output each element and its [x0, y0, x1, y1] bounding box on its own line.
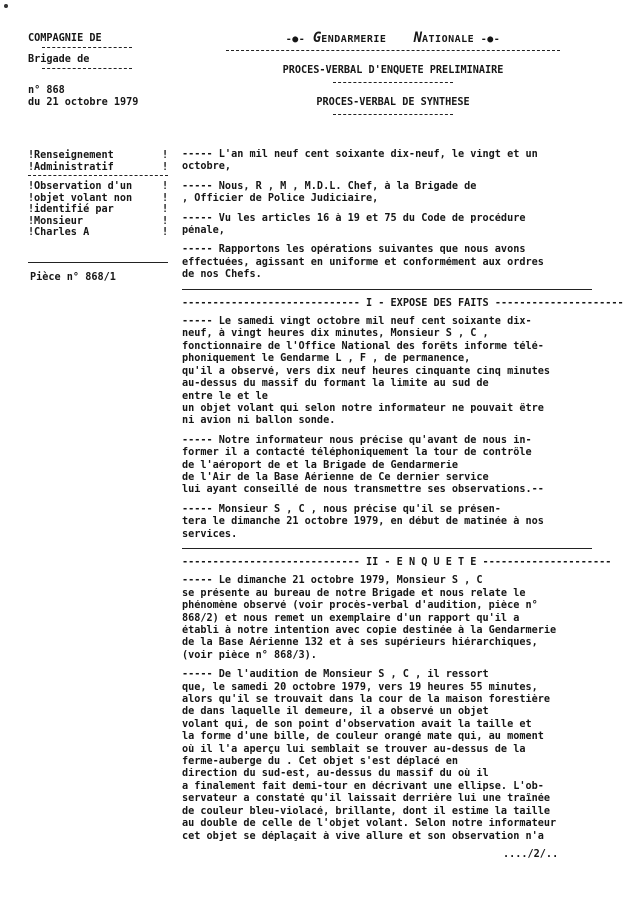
- paragraph-articles: ----- Vu les articles 16 à 19 et 75 du Code de procédure pénale,: [182, 212, 526, 237]
- pv-title: PROCES-VERBAL D'ENQUETE PRELIMINAIRE: [282, 65, 504, 76]
- paragraph-date: ----- L'an mil neuf cent soixante dix-neuf, le vingt et un octobre,: [182, 149, 538, 173]
- margin-observation-line2: objet volant non: [34, 192, 133, 204]
- header-left: [28, 33, 178, 109]
- gendarmerie-nationale-title: -●- GENDARMERIE NATIONALE -●-: [285, 30, 501, 46]
- corner-mark: [4, 4, 8, 8]
- header-dashed-rule: [226, 50, 560, 51]
- paragraph-contact: ----- Notre informateur nous précise qu'avant de nous in- former il a contacté téléphoniquement la tour de contrôle de l'aéroport de et la Brigade de Gendarmerie de l'Air de la Base Aérienne de Ce dernier service lui ayant conseillé de nous transmettre ses observations.--: [182, 434, 544, 496]
- margin-observation-line3: identifié par: [34, 204, 114, 215]
- subtitle-underline: [333, 114, 453, 115]
- document-date: du 21 octobre 1979: [28, 97, 139, 108]
- margin-renseignement: Renseignement: [34, 150, 114, 161]
- paragraph-audition: ----- De l'audition de Monsieur S , C , il ressort que, le samedi 20 octobre 1979, vers 19 heures 55 minutes, alors qu'il se trouvait dans la cour de la maison forestière de dans laquelle il demeure, il a observé un objet volant qui, de son point d'observation avait la taille et la forme d'une bille, de couleur orangé mate qui, au moment où il l'a aperçu lui semblait se trouver au-dessus de la ferme-auberge du . Cet objet s'est déplacé en direction du sud-est, au-dessus du massif du où il a finalement fait demi-tour en décrivant une ellipse. L'ob- servateur a constaté qu'il laissait derrière lui une traînée de couleur bleu-violacé, brillante, dont il estime la taille au double de celle de l'objet volant. Selon notre informateur cet objet se déplaçait à vive allure et son observation n'a: [182, 669, 557, 842]
- section-rule: [182, 289, 592, 290]
- nationale-text: ATIONALE: [422, 34, 475, 45]
- section-heading-enquete: ----------------------------- II - E N Q U E T E ---------------------: [182, 556, 612, 568]
- margin-observation-line5: Charles A: [34, 227, 90, 238]
- gendarmerie-logo-letter: G: [312, 30, 321, 46]
- compagnie-underline: [42, 47, 132, 48]
- paragraph-presentation: ----- Monsieur S , C , nous précise qu'il se présen- tera le dimanche 21 octobre 1979, en début de matinée à nos services.: [182, 503, 544, 540]
- nationale-logo-letter: N: [413, 30, 422, 46]
- section-rule-2: [182, 548, 592, 549]
- compagnie-label: COMPAGNIE DE: [28, 33, 102, 44]
- paragraph-operations: ----- Rapportons les opérations suivantes que nous avons effectuées, agissant en uniforme et conformément aux ordres de nos Chefs.: [182, 244, 544, 281]
- paragraph-officer: ----- Nous, R , M , M.D.L. Chef, à la Brigade de , Officier de Police Judiciaire,: [182, 180, 477, 205]
- page-continuation-marker: ..../2/..: [503, 849, 559, 860]
- piece-number: Pièce n° 868/1: [30, 272, 116, 283]
- paragraph-enquete: ----- Le dimanche 21 octobre 1979, Monsieur S , C se présente au bureau de notre Brigade et nous relate le phénomène observé (voir procès-verbal d'audition, pièce n° 868/2) et nous remet un exemplaire d'un rapport qu'il a établi à notre intention avec copie destinée à la Gendarmerie de la Base Aérienne 132 et à ses supérieurs hiérarchiques, (voir pièce n° 868/3).: [182, 575, 557, 661]
- brigade-label: Brigade de: [28, 54, 90, 65]
- paragraph-faits: ----- Le samedi vingt octobre mil neuf cent soixante dix- neuf, à vingt heures dix minutes, Monsieur S , C , fonctionnaire de l'Office National des forêts informe télé- phoniquement le Gendarme L , F , de permanence, qu'il a observé, vers dix neuf heures cinquante cinq minutes au-dessus du massif du formant la limite au sud de entre le et le un objet volant qui selon notre informateur ne pouvait être ni avion ni ballon sonde.: [182, 316, 551, 427]
- pv-subtitle: PROCES-VERBAL DE SYNTHESE: [316, 97, 470, 108]
- section-heading-faits: ----------------------------- I - EXPOSE DES FAITS ---------------------: [182, 297, 624, 309]
- margin-observation-line4: Monsieur: [34, 215, 84, 227]
- margin-observation-line1: Observation d'un: [34, 181, 133, 192]
- gendarmerie-text: ENDARMERIE: [321, 34, 387, 45]
- title-underline: [333, 82, 453, 83]
- brigade-underline: [42, 68, 132, 69]
- header-right: [218, 30, 568, 115]
- margin-box: ! Renseignement ! ! Administratif ! ! Observation d'un ! ! objet volant non ! ! identifié par ! ! Monsieur ! ! Charles A !: [28, 150, 169, 238]
- document-body: [182, 149, 624, 850]
- margin-box-rule: [28, 262, 168, 263]
- document-number: n° 868: [28, 85, 65, 96]
- margin-administratif: Administratif: [34, 161, 114, 173]
